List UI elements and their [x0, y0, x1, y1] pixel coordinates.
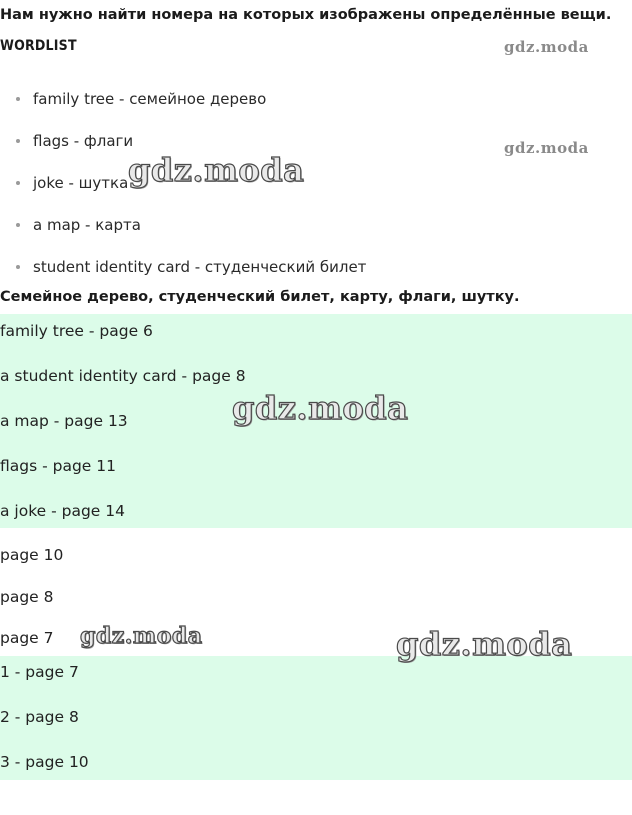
list-item-text: a map - карта [33, 216, 141, 234]
wordlist-title: WORDLIST [0, 38, 77, 54]
bullet-icon [16, 97, 20, 101]
watermark-logo: gdz.moda [396, 625, 573, 663]
list-item [0, 213, 366, 255]
bullet-icon [16, 265, 20, 269]
answer-heading: Семейное дерево, студенческий билет, карту, флаги, шутку. [0, 289, 520, 305]
answer-line: a joke - page 14 [0, 502, 125, 520]
bullet-icon [16, 139, 20, 143]
watermark-logo: gdz.moda [504, 38, 589, 56]
list-item [0, 87, 366, 129]
answer-line: family tree - page 6 [0, 322, 153, 340]
watermark-logo: gdz.moda [128, 151, 305, 189]
bullet-icon [16, 223, 20, 227]
bullet-icon [16, 181, 20, 185]
watermark-logo: gdz.moda [80, 623, 203, 649]
list-item-text: joke - шутка [33, 174, 129, 192]
answer-line: flags - page 11 [0, 457, 116, 475]
page-line: page 7 [0, 629, 54, 647]
watermark-logo: gdz.moda [232, 389, 409, 427]
page-line: page 8 [0, 588, 54, 606]
wordlist [0, 87, 366, 297]
page-line: page 10 [0, 546, 64, 564]
list-item-text: student identity card - студенческий билет [33, 258, 367, 276]
answer-line: 1 - page 7 [0, 663, 79, 681]
answer-line: 3 - page 10 [0, 753, 89, 771]
answer-line: a student identity card - page 8 [0, 367, 246, 385]
answer-line: a map - page 13 [0, 412, 128, 430]
highlight-block-2 [0, 656, 632, 780]
list-item-text: flags - флаги [33, 132, 134, 150]
watermark-logo: gdz.moda [504, 139, 589, 157]
list-item-text: family tree - семейное дерево [33, 90, 267, 108]
answer-line: 2 - page 8 [0, 708, 79, 726]
task-text: Нам нужно найти номера на которых изображены определённые вещи. [0, 7, 612, 23]
